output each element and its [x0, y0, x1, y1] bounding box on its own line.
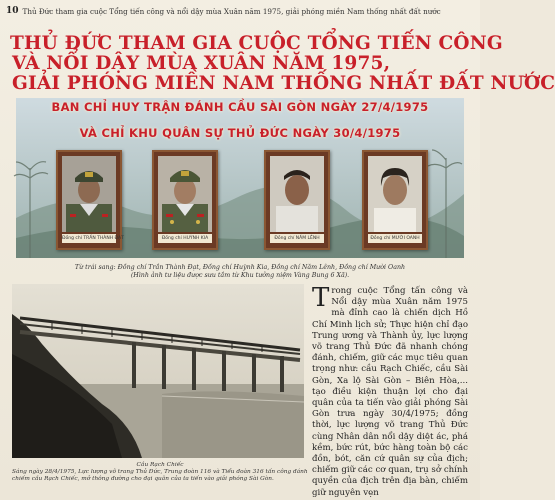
portrait-photo [270, 156, 324, 232]
portraits-caption-line-1: Từ trái sang: Đồng chí Trần Thành Đạt, Đồng chí Huỳnh Kia, Đồng chí Năm Lênh, Đồng chí Mười Oanh [74, 264, 406, 271]
headline-line-1: THỦ ĐỨC THAM GIA CUỘC TỔNG TIẾN CÔNG [10, 33, 503, 54]
article-headline [10, 33, 555, 94]
portrait-photo [62, 156, 116, 232]
headline-line-3: GIẢI PHÓNG MIỀN NAM THỐNG NHẤT ĐẤT NƯỚC [12, 73, 555, 94]
bridge-caption [12, 462, 308, 484]
bridge-caption-body: Sáng ngày 28/4/1975, Lực lượng võ trang Thủ Đức, Trung đoàn 116 và Tiểu đoàn 316 tấn công đánh chiếm cầu Rạch Chiếc, mở thông đường cho đại quân của ta tiến vào giải phóng Sài Gòn. [12, 469, 308, 483]
running-header [6, 4, 476, 18]
panel-title-line-2: VÀ CHỈ KHU QUÂN SỰ THỦ ĐỨC NGÀY 30/4/1975 [79, 126, 401, 140]
page-number: 10 [6, 6, 19, 16]
portrait-frame [362, 150, 428, 250]
portrait-caption: Đồng chí TRẦN THÀNH ĐẠT [62, 236, 124, 241]
panel-title-line-1: BAN CHỈ HUY TRẬN ĐÁNH CẦU SÀI GÒN NGÀY 27/4/1975 [51, 100, 429, 114]
portrait-frame [264, 150, 330, 250]
portrait-caption: Đồng chí MƯỜI OANH [368, 234, 422, 243]
portraits-caption [40, 264, 440, 280]
portrait-row [56, 150, 436, 250]
article-body [312, 283, 468, 499]
officer-portrait-image [62, 156, 116, 232]
bridge-caption-title: Cầu Rạch Chiếc [136, 462, 184, 468]
drop-cap: T [312, 283, 330, 313]
portrait-frame [56, 150, 122, 250]
portrait-frame [152, 150, 218, 250]
officer-portrait-image [158, 156, 212, 232]
portrait-caption: Đồng chí NĂM LÊNH [270, 234, 324, 243]
portrait-caption: Đồng chí HUỲNH KIA [158, 234, 212, 243]
headline-line-2: VÀ NỔI DẬY MÙA XUÂN NĂM 1975, [12, 53, 391, 74]
woman-portrait-image [368, 156, 422, 232]
commanders-photo-panel [16, 98, 464, 258]
article-text: rong cuộc Tổng tấn công và Nổi dậy mùa Xuân năm 1975 mà đỉnh cao là chiến dịch Hồ Chí Minh lịch sử; Thực hiện chỉ đạo Trung ương và Thành ủy, lực lượng võ trang Thủ Đức đã nhanh chóng đánh, chiếm, giữ các mục tiêu quan trọng như: cầu Rạch Chiếc, cầu Sài Gòn, Xa lộ Sài Gòn – Biên Hòa,... tạo điều kiện thuận lợi cho đại quân của ta tiến vào giải phóng Sài Gòn trưa ngày 30/4/1975; đồng thời, lực lượng võ trang Thủ Đức cùng Nhân dân nổi dậy diệt ác, phá kềm, bức rút, bức hàng toàn bộ các đồn, bót, căn cứ quân sự của địch; chiếm giữ các cơ quan, trụ sở chính quyền của địch trên địa bàn, chiếm giữ nguyên vẹn [312, 286, 468, 498]
portraits-caption-line-2: (Hình ảnh tư liệu được sưu tầm từ Khu tưởng niệm Vàng Bung 6 Xã). [130, 272, 350, 279]
man-portrait-image [270, 156, 324, 232]
bridge-photo-image [12, 284, 304, 458]
portrait-photo [368, 156, 422, 232]
portrait-photo [158, 156, 212, 232]
running-title: Thủ Đức tham gia cuộc Tổng tiến công và nổi dậy mùa Xuân năm 1975, giải phóng miền Nam thống nhất đất nước [22, 6, 441, 16]
bridge-photo [12, 284, 304, 458]
